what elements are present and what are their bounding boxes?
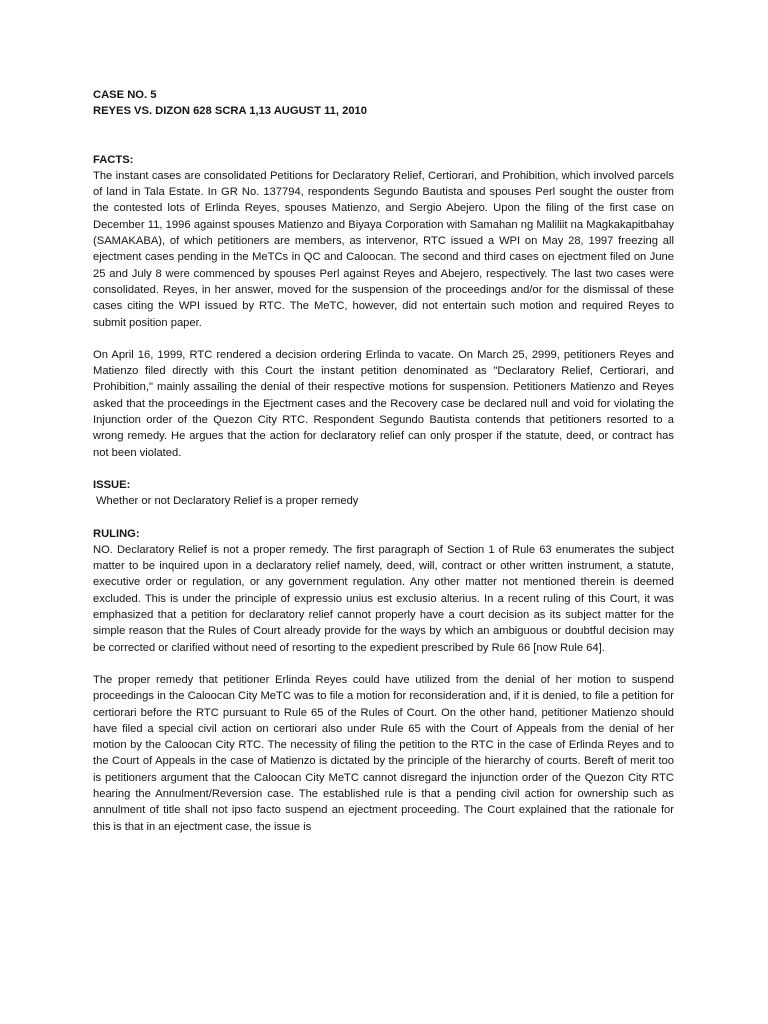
case-title: REYES VS. DIZON 628 SCRA 1,13 AUGUST 11, 2010 [93, 105, 367, 118]
ruling-paragraph: The proper remedy that petitioner Erlinda Reyes could have utilized from the denial of her motion to suspend proceedings in the Caloocan City MeTC was to file a motion for reconsideration and, if it is denied, to file a petition for certiorari before the RTC pursuant to Rule 65 of the Rules of Court. On the other hand, petitioner Matienzo should have filed a special civil action on certiorari also under Rule 65 with the Court of Appeals from the denial of her motion by the Caloocan City RTC. The necessity of filing the petition to the RTC in the case of Erlinda Reyes and to the Court of Appeals in the case of Matienzo is dictated by the principle of the hierarchy of courts. Bereft of merit too is petitioners argument that the Caloocan City MeTC cannot disregard the injunction order of the Quezon City RTC hearing the Annulment/Reversion case. The established rule is that a pending civil action for ownership such as annulment of title shall not ipso facto suspend an ejectment proceeding. The Court explained that the rationale for this is that in an ejectment case, the issue is [93, 673, 674, 833]
case-number: CASE NO. 5 [93, 89, 157, 101]
ruling-paragraph: NO. Declaratory Relief is not a proper remedy. The first paragraph of Section 1 of Rule 63 enumerates the subject matter to be inquired upon in a declaratory relief namely, deed, will, contract or other written instrument, a statute, executive order or regulation, or any government regulation. Any other matter not mentioned therein is deemed excluded. This is under the principle of expressio unius est exclusio alterius. In a recent ruling of this Court, it was emphasized that a petition for declaratory relief cannot properly have a court decision as its subject matter for the simple reason that the Rules of Court already provide for the ways by which an ambiguous or doubtful decision may be corrected or clarified without need of resorting to the expedient prescribed by Rule 66 [now Rule 64]. [93, 543, 674, 654]
issue-text: Whether or not Declaratory Relief is a proper remedy [96, 495, 359, 508]
facts-paragraph: On April 16, 1999, RTC rendered a decision ordering Erlinda to vacate. On March 25, 2999, petitioners Reyes and Matienzo filed directly with this Court the instant petition denominated as "Declaratory Relief, Certiorari, and Prohibition," mainly assailing the denial of their respective motions for suspension. Petitioners Matienzo and Reyes asked that the proceedings in the Ejectment cases and the Recovery case be declared null and void for violating the Injunction order of the Quezon City RTC. Respondent Segundo Bautista contends that petitioners resorted to a wrong remedy. He argues that the action for declaratory relief can only prosper if the statute, deed, or contract has not been violated. [93, 348, 674, 459]
spacer [93, 120, 674, 152]
facts-paragraph: The instant cases are consolidated Petitions for Declaratory Relief, Certiorari, and Prohibition, which involved parcels of land in Tala Estate. In GR No. 137794, respondents Segundo Bautista and spouses Perl sought the ouster from the contested lots of Erlinda Reyes, spouses Matienzo, and Sergio Abejero. Upon the filing of the first case on December 11, 1996 against spouses Matienzo and Biyaya Corporation with Samahan ng Maliliit na Magkakapitbahay (SAMAKABA), of which petitioners are members, as intervenor, RTC issued a WPI on May 28, 1997 freezing all ejectment cases pending in the MeTCs in QC and Caloocan. The second and third cases on ejectment filed on June 25 and July 8 were commenced by spouses Perl against Reyes and Abejero, respectively. The last two cases were consolidated. Reyes, in her answer, moved for the suspension of the proceedings and/or for the dismissal of these cases citing the WPI issued by RTC. The MeTC, however, did not entertain such motion and required Reyes to submit position paper. [93, 169, 674, 329]
facts-heading: FACTS: [93, 153, 134, 166]
document-page [93, 87, 674, 835]
issue-heading: ISSUE: [93, 478, 131, 491]
ruling-heading: RULING: [93, 527, 140, 540]
